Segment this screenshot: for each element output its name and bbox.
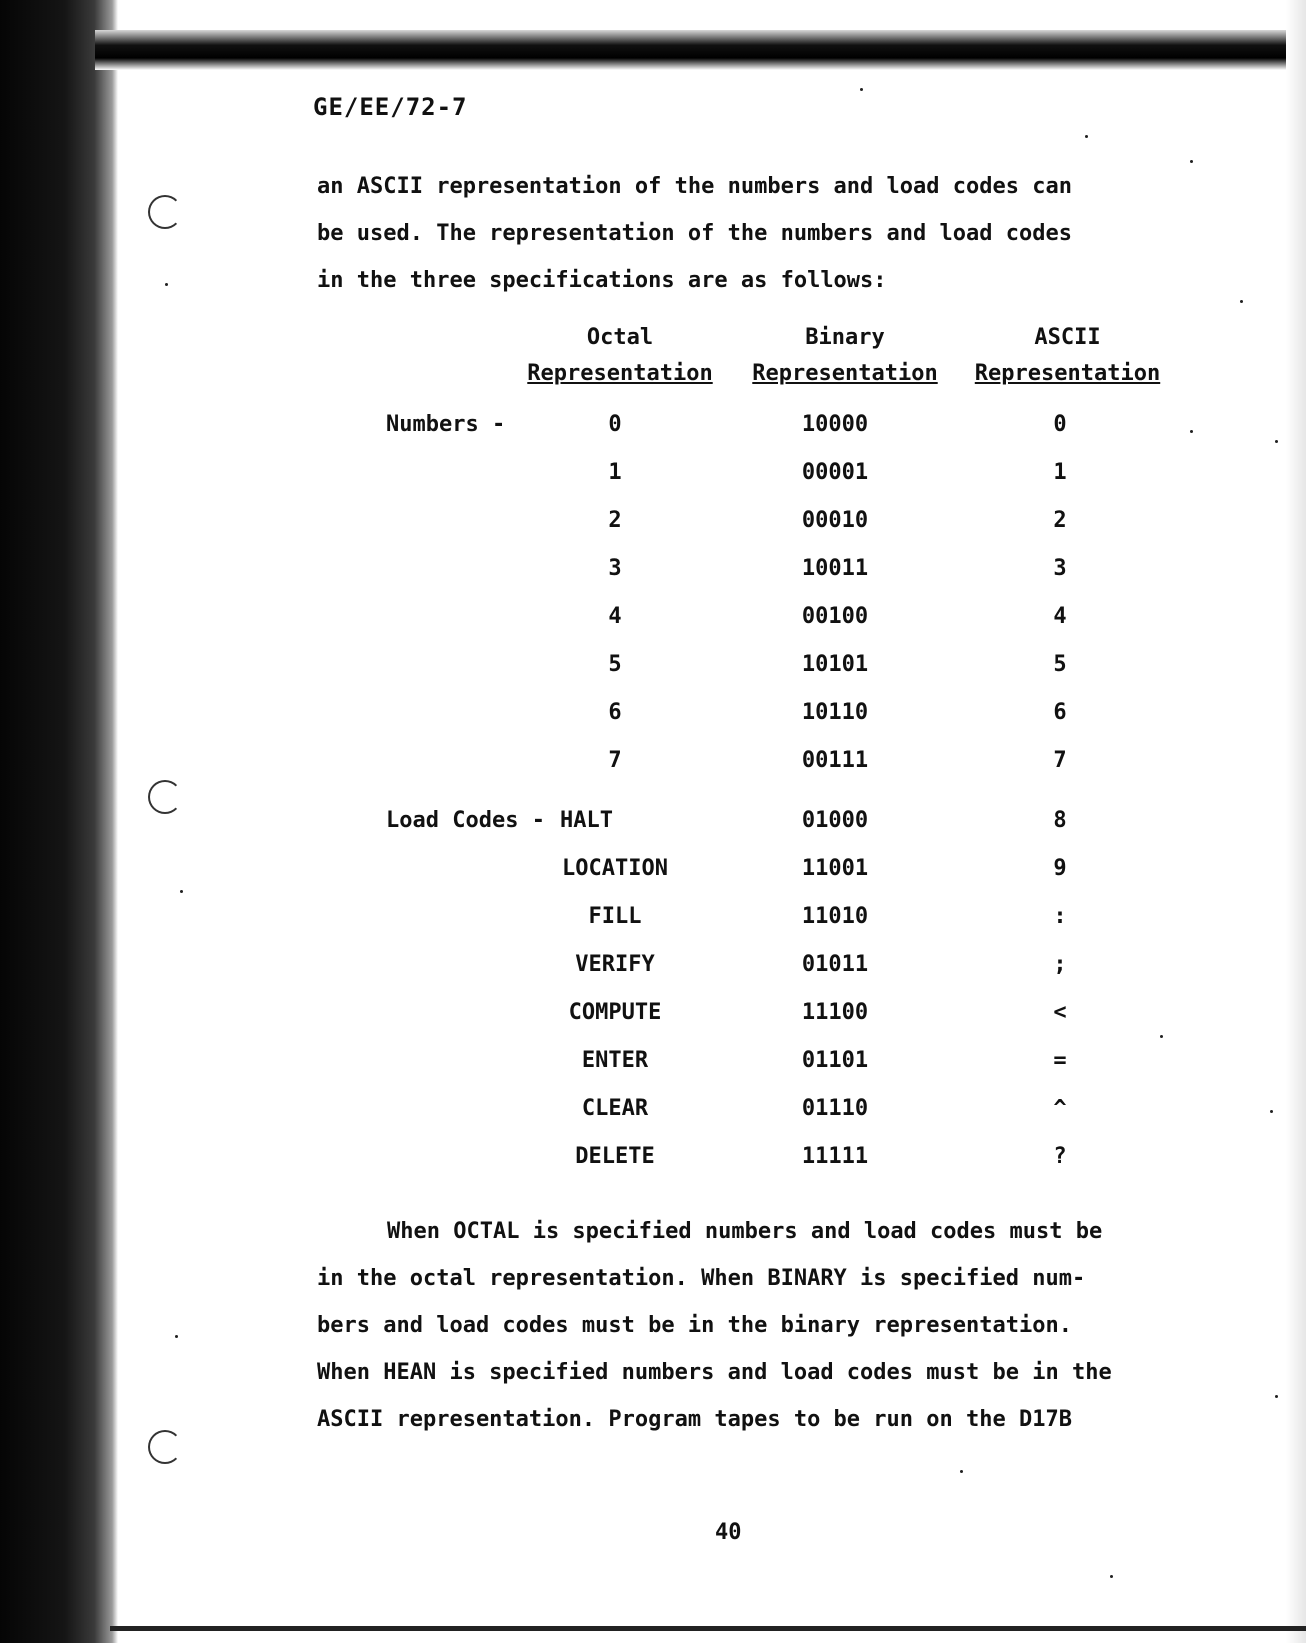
octal-cell: 7 bbox=[608, 748, 622, 773]
intro-line: be used. The representation of the numbers and load codes bbox=[317, 221, 1072, 246]
octal-header-line1: Octal bbox=[586, 325, 654, 350]
binary-cell: 01011 bbox=[801, 952, 869, 977]
numbers-group-label: Numbers - bbox=[386, 412, 506, 437]
table-row bbox=[0, 508, 1306, 548]
table-row bbox=[0, 604, 1306, 644]
octal-cell: 2 bbox=[608, 508, 622, 533]
binary-cell: 00100 bbox=[801, 604, 869, 629]
table-row bbox=[0, 412, 1306, 452]
binary-cell: 11001 bbox=[801, 856, 869, 881]
ascii-cell: ^ bbox=[1053, 1096, 1067, 1121]
ascii-header-line2: Representation bbox=[974, 361, 1161, 386]
ascii-cell: 6 bbox=[1053, 700, 1067, 725]
octal-cell: 0 bbox=[608, 412, 622, 437]
punch-hole-top bbox=[148, 195, 182, 229]
table-row bbox=[0, 460, 1306, 500]
binary-cell: 11111 bbox=[801, 1144, 869, 1169]
ascii-cell: 8 bbox=[1053, 808, 1067, 833]
load-code-name: LOCATION bbox=[562, 856, 668, 881]
table-row bbox=[0, 748, 1306, 788]
document-id: GE/EE/72-7 bbox=[313, 93, 468, 121]
octal-column-header bbox=[520, 320, 720, 392]
binary-header-line2: Representation bbox=[752, 361, 938, 386]
punch-hole-bottom bbox=[148, 1430, 182, 1464]
binary-cell: 00111 bbox=[801, 748, 869, 773]
table-row bbox=[0, 808, 1306, 848]
ascii-cell: 3 bbox=[1053, 556, 1067, 581]
table-row bbox=[0, 1096, 1306, 1136]
binary-cell: 10110 bbox=[801, 700, 869, 725]
table-row bbox=[0, 1048, 1306, 1088]
closing-paragraph bbox=[317, 1208, 1157, 1443]
octal-cell: 3 bbox=[608, 556, 622, 581]
binary-cell: 10000 bbox=[801, 412, 869, 437]
binary-cell: 01000 bbox=[801, 808, 869, 833]
ascii-cell: ; bbox=[1053, 952, 1067, 977]
binary-cell: 01101 bbox=[801, 1048, 869, 1073]
ascii-cell: 9 bbox=[1053, 856, 1067, 881]
closing-line: bers and load codes must be in the binary representation. bbox=[317, 1313, 1072, 1338]
ascii-cell: 2 bbox=[1053, 508, 1067, 533]
binary-cell: 10011 bbox=[801, 556, 869, 581]
closing-line: ASCII representation. Program tapes to be run on the D17B bbox=[317, 1407, 1072, 1432]
ascii-cell: 5 bbox=[1053, 652, 1067, 677]
scan-top-edge bbox=[95, 30, 1306, 70]
binary-cell: 00010 bbox=[801, 508, 869, 533]
scan-bottom-edge bbox=[110, 1626, 1306, 1631]
ascii-cell: : bbox=[1053, 904, 1067, 929]
closing-line: When HEAN is specified numbers and load codes must be in the bbox=[317, 1360, 1112, 1385]
ascii-cell: < bbox=[1053, 1000, 1067, 1025]
load-code-name: HALT bbox=[560, 808, 613, 833]
binary-cell: 00001 bbox=[801, 460, 869, 485]
table-row bbox=[0, 856, 1306, 896]
intro-line: an ASCII representation of the numbers and load codes can bbox=[317, 174, 1072, 199]
binary-cell: 10101 bbox=[801, 652, 869, 677]
octal-header-line2: Representation bbox=[527, 361, 713, 386]
ascii-cell: 4 bbox=[1053, 604, 1067, 629]
load-code-name: COMPUTE bbox=[568, 1000, 662, 1025]
ascii-cell: 7 bbox=[1053, 748, 1067, 773]
octal-cell: 5 bbox=[608, 652, 622, 677]
load-code-name: DELETE bbox=[575, 1144, 655, 1169]
ascii-cell: 1 bbox=[1053, 460, 1067, 485]
ascii-cell: ? bbox=[1053, 1144, 1067, 1169]
ascii-cell: = bbox=[1053, 1048, 1067, 1073]
table-row bbox=[0, 556, 1306, 596]
ascii-column-header bbox=[965, 320, 1170, 392]
ascii-header-line1: ASCII bbox=[1034, 325, 1101, 350]
load-code-name: VERIFY bbox=[575, 952, 655, 977]
closing-line: When OCTAL is specified numbers and load codes must be bbox=[387, 1219, 1103, 1244]
intro-line: in the three specifications are as follows: bbox=[317, 268, 887, 293]
table-row bbox=[0, 700, 1306, 740]
ascii-cell: 0 bbox=[1053, 412, 1067, 437]
closing-line: in the octal representation. When BINARY is specified num- bbox=[317, 1266, 1086, 1291]
binary-cell: 11100 bbox=[801, 1000, 869, 1025]
table-row bbox=[0, 1000, 1306, 1040]
load-code-name: CLEAR bbox=[581, 1096, 649, 1121]
load-codes-group-label: Load Codes - bbox=[386, 808, 545, 833]
binary-header-line1: Binary bbox=[805, 325, 885, 350]
load-code-name: ENTER bbox=[581, 1048, 649, 1073]
octal-cell: 1 bbox=[608, 460, 622, 485]
load-code-name: FILL bbox=[588, 904, 642, 929]
page-number: 40 bbox=[715, 1520, 742, 1545]
binary-cell: 11010 bbox=[801, 904, 869, 929]
octal-cell: 6 bbox=[608, 700, 622, 725]
binary-column-header bbox=[745, 320, 945, 392]
table-row bbox=[0, 1144, 1306, 1184]
octal-cell: 4 bbox=[608, 604, 622, 629]
table-row bbox=[0, 652, 1306, 692]
table-row bbox=[0, 952, 1306, 992]
table-row bbox=[0, 904, 1306, 944]
intro-paragraph bbox=[317, 163, 1157, 304]
binary-cell: 01110 bbox=[801, 1096, 869, 1121]
